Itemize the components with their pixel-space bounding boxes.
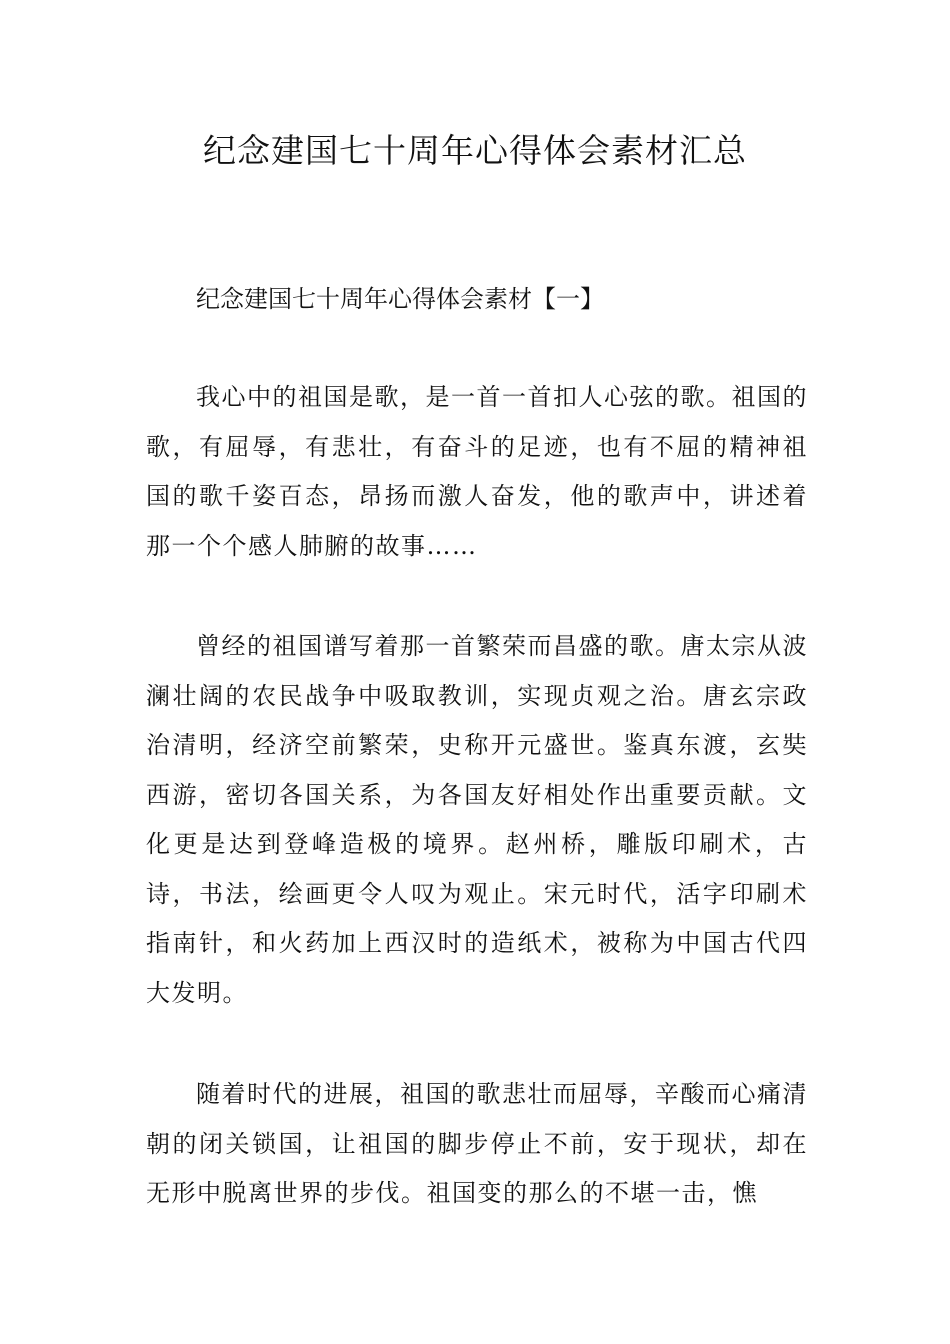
- section-heading: 纪念建国七十周年心得体会素材【一】: [196, 285, 604, 313]
- document-title: 纪念建国七十周年心得体会素材汇总: [203, 131, 747, 170]
- paragraph-3: 随着时代的进展，祖国的歌悲壮而屈辱，辛酸而心痛清朝的闭关锁国，让祖国的脚步停止不前，安于现状，却在无形中脱离世界的步伐。祖国变的那么的不堪一击，憔: [146, 1080, 808, 1207]
- paragraph-1: 我心中的祖国是歌，是一首一首扣人心弦的歌。祖国的歌，有屈辱，有悲壮，有奋斗的足迹，也有不屈的精神祖国的歌千姿百态，昂扬而激人奋发，他的歌声中，讲述着那一个个感人肺腑的故事……: [146, 383, 808, 560]
- paragraph-2: 曾经的祖国谱写着那一首繁荣而昌盛的歌。唐太宗从波澜壮阔的农民战争中吸取教训，实现贞观之治。唐玄宗政治清明，经济空前繁荣，史称开元盛世。鉴真东渡，玄奘西游，密切各国关系，为各国友好相处作出重要贡献。文化更是达到登峰造极的境界。赵州桥，雕版印刷术，古诗，书法，绘画更令人叹为观止。宋元时代，活字印刷术指南针，和火药加上西汉时的造纸术，被称为中国古代四大发明。: [146, 632, 808, 1007]
